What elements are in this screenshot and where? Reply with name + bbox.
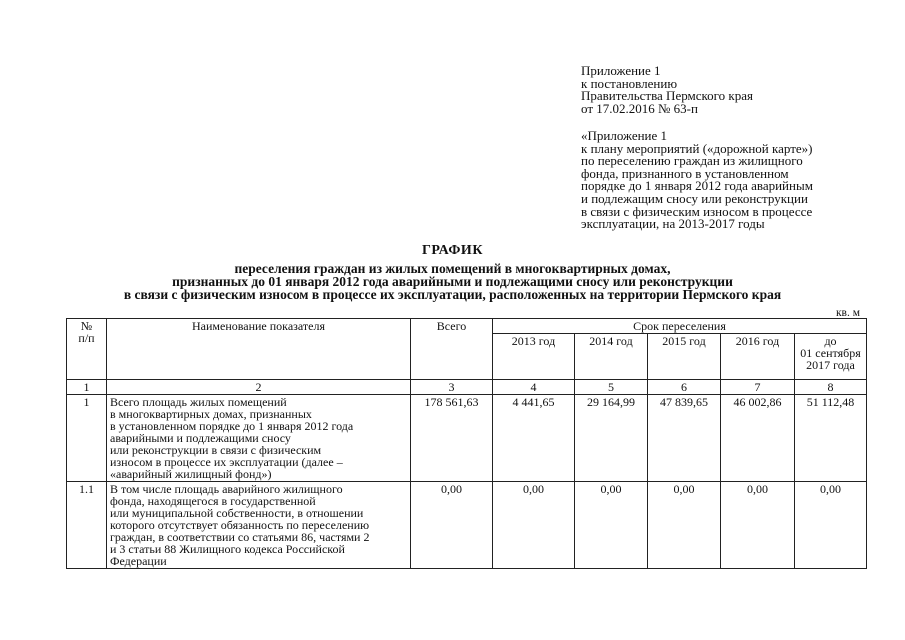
row-name-line: аварийными и подлежащими сносу [110, 431, 291, 445]
row-name-line: которого отсутствует обязанность по переселению [110, 518, 370, 532]
row-name-line: В том числе площадь аварийного жилищного [110, 482, 343, 496]
row-value-2013: 0,00 [493, 482, 575, 569]
header-year-last-line: 2017 года [806, 358, 855, 372]
header-year: 2013 год [493, 334, 575, 380]
appendix-plan-line: к плану мероприятий («дорожной карте») [581, 140, 813, 156]
row-name-line: износом в процессе их эксплуатации (далее – [110, 455, 343, 469]
appendix-plan-line: в связи с физическим износом в процессе [581, 203, 813, 219]
appendix-plan-line: «Приложение 1 [581, 128, 668, 143]
row-name-line: в установленном порядке до 1 января 2012 года [110, 419, 354, 433]
document-title: ГРАФИК [422, 243, 483, 258]
row-name-line: или муниципальной собственности, в отношении [110, 506, 364, 520]
header-period: Срок переселения [493, 319, 867, 334]
column-number: 7 [721, 380, 795, 395]
appendix-main-line: Правительства Пермского края [581, 88, 753, 104]
header-year: 2015 год [648, 334, 721, 380]
table-row [67, 395, 867, 482]
header-year: 2016 год [721, 334, 795, 380]
row-value-2014: 29 164,99 [575, 395, 648, 482]
row-value-2013: 4 441,65 [493, 395, 575, 482]
table-header-row [67, 319, 867, 334]
header-year-last-line: 01 сентября [800, 346, 861, 360]
row-value-2016: 46 002,86 [721, 395, 795, 482]
header-indicator-name: Наименование показателя [107, 319, 411, 380]
row-indicator-name [107, 395, 411, 482]
appendix-plan-line: фонда, признанного в установленном [581, 165, 789, 181]
row-indicator-name [107, 482, 411, 569]
row-num: 1 [67, 395, 107, 482]
header-num-line: № [80, 319, 93, 333]
row-name-line: Всего площадь жилых помещений [110, 395, 287, 409]
appendix-plan-line: по переселению граждан из жилищного [581, 153, 803, 169]
column-number: 5 [575, 380, 648, 395]
column-number: 4 [493, 380, 575, 395]
row-name-line: Федерации [110, 554, 167, 568]
row-name-line: и 3 статьи 88 Жилищного кодекса Российской [110, 542, 345, 556]
row-name-line: граждан, в соответствии со статьями 86, частями 2 [110, 530, 370, 544]
row-value-2014: 0,00 [575, 482, 648, 569]
column-number: 6 [648, 380, 721, 395]
appendix-plan-line: порядке до 1 января 2012 года аварийным [581, 178, 813, 194]
row-name-line: фонда, находящегося в государственной [110, 494, 316, 508]
header-year-last [795, 334, 867, 380]
row-value-2017: 0,00 [795, 482, 867, 569]
units-label: кв. м [835, 307, 860, 319]
appendix-main-header [581, 65, 753, 115]
row-total: 0,00 [411, 482, 493, 569]
header-year-last-line: до [824, 334, 837, 348]
appendix-main-line: от 17.02.2016 № 63-п [581, 100, 698, 116]
document-subtitle-line: признанных до 01 января 2012 года аварийными и подлежащими сносу или реконструкции [172, 274, 733, 289]
row-value-2016: 0,00 [721, 482, 795, 569]
row-value-2015: 47 839,65 [648, 395, 721, 482]
table-row [67, 482, 867, 569]
header-num-line: п/п [78, 331, 95, 345]
column-number: 8 [795, 380, 867, 395]
appendix-plan-header [581, 130, 813, 231]
row-name-line: «аварийный жилищный фонд») [110, 467, 272, 481]
header-total: Всего [411, 319, 493, 380]
row-value-2015: 0,00 [648, 482, 721, 569]
resettlement-schedule-table [66, 318, 867, 569]
column-number: 3 [411, 380, 493, 395]
appendix-plan-line: и подлежащим сносу или реконструкции [581, 190, 808, 206]
column-number: 2 [107, 380, 411, 395]
document-subtitle-line: переселения граждан из жилых помещений в многоквартирных домах, [234, 261, 671, 276]
row-name-line: в многоквартирных домах, признанных [110, 407, 312, 421]
row-value-2017: 51 112,48 [795, 395, 867, 482]
row-name-line: или реконструкции в связи с физическим [110, 443, 322, 457]
row-total: 178 561,63 [411, 395, 493, 482]
appendix-main-line: Приложение 1 [581, 63, 661, 78]
row-num: 1.1 [67, 482, 107, 569]
appendix-plan-line: эксплуатации, на 2013-2017 годы [581, 216, 765, 232]
column-number: 1 [67, 380, 107, 395]
header-num [67, 319, 107, 380]
column-number-row [67, 380, 867, 395]
document-subtitle-line: в связи с физическим износом в процессе их эксплуатации, расположенных на территории Пермского края [123, 287, 782, 302]
appendix-main-line: к постановлению [581, 75, 678, 91]
header-year: 2014 год [575, 334, 648, 380]
